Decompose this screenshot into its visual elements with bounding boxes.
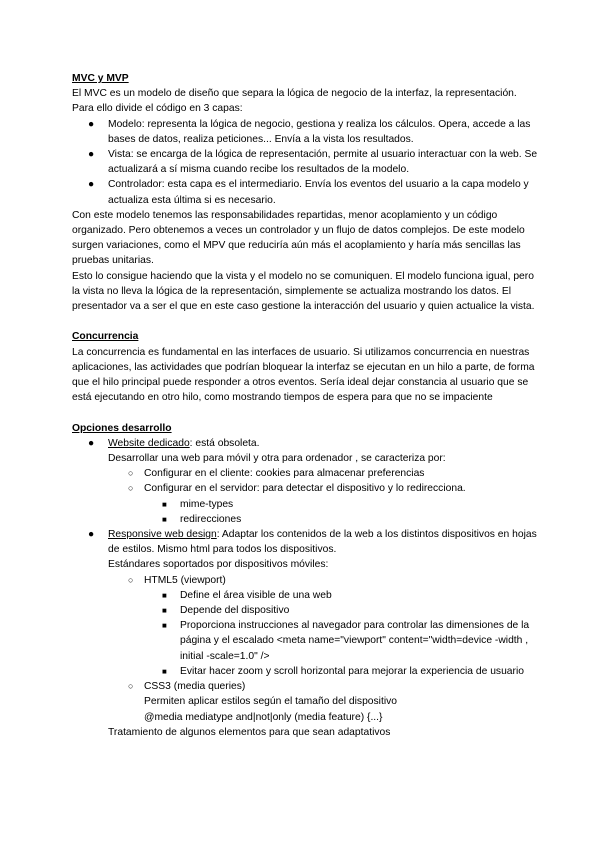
- list-item: ■ Proporciona instrucciones al navegador para controlar las dimensiones de la página y el escalado <meta name="viewport" content="width=device -width , initial -scale=1.0" />: [162, 620, 530, 662]
- css3-line-2: @media mediatype and|not|only (media feature) {...}: [144, 711, 383, 723]
- section-title-opciones: Opciones desarrollo: [72, 422, 172, 434]
- square-bullet-icon: ■: [162, 514, 167, 524]
- dedicado-description: Desarrollar una web para móvil y otra para ordenador , se caracteriza por:: [108, 453, 446, 465]
- css3-line-1: Permiten aplicar estilos según el tamaño del dispositivo: [144, 696, 397, 708]
- list-item: ■ mime-types: [144, 497, 540, 512]
- square-bullet-icon: ■: [162, 606, 167, 616]
- section-title-mvc: MVC y MVP: [72, 73, 129, 84]
- term-responsive-web-design: Responsive web design: [108, 529, 217, 541]
- mvc-intro: El MVC es un modelo de diseño que separa la lógica de negocio de la interfaz, la representación. Para ello divide el código en 3 capas:: [72, 88, 517, 115]
- bullet-icon: ●: [88, 529, 95, 541]
- mvc-layers-list: [72, 117, 540, 208]
- square-bullet-icon: ■: [162, 621, 167, 631]
- list-item: ● Vista: se encarga de la lógica de representación, permite al usuario interactuar con la web. Se actualizará a sí misma cuando recibe los resultados de la modelo.: [88, 149, 538, 176]
- square-bullet-icon: ■: [162, 499, 167, 509]
- square-bullet-icon: ■: [162, 666, 167, 676]
- list-item: ○ Configurar en el servidor: para detectar el dispositivo y lo redirecciona. ■ mime-types ■ redirecciones: [108, 481, 540, 527]
- list-item: ○ CSS3 (media queries) Permiten aplicar estilos según el tamaño del dispositivo @media mediatype and|not|only (media feature) {...}: [108, 679, 540, 725]
- list-item: ● Modelo: representa la lógica de negocio, gestiona y realiza los cálculos. Opera, accede a las bases de datos, realiza peticiones... Envía a la vista los resultados.: [88, 118, 531, 145]
- circle-bullet-icon: ○: [128, 574, 134, 585]
- list-item: ■ Depende del dispositivo: [144, 603, 540, 618]
- estandares-sublist: [108, 573, 540, 725]
- dedicado-sublist: [108, 466, 540, 527]
- list-item: ■ redirecciones: [144, 512, 540, 527]
- bullet-icon: ●: [88, 118, 95, 130]
- term-website-dedicado: Website dedicado: [108, 437, 190, 449]
- mvc-paragraph-2: Esto lo consigue haciendo que la vista y el modelo no se comuniquen. El modelo funciona igual, pero la vista no lleva la lógica de la representación, simplemente se actualiza mostrando los datos. El presentador va a ser el que en este caso gestione la interacción del usuario y quien actualice la vista.: [72, 270, 535, 313]
- list-item: ■ Evitar hacer zoom y scroll horizontal para mejorar la experiencia de usuario: [144, 664, 540, 679]
- circle-bullet-icon: ○: [128, 483, 134, 494]
- list-item: ● Controlador: esta capa es el intermediario. Envía los eventos del usuario a la capa modelo y actualiza esta última si es necesario.: [88, 179, 529, 206]
- concurrencia-text: La concurrencia es fundamental en las interfaces de usuario. Si utilizamos concurrencia en nuestras aplicaciones, las actividades que podrían bloquear la interfaz se ejecutan en un hilo a parte, de forma que el hilo principal puede responder a otros eventos. Sería ideal dejar constancia al usuario que se está ejecutando en otro hilo, como mostrando tiempos de espera para que no se impaciente: [72, 346, 535, 404]
- tratamiento-line: Tratamiento de algunos elementos para que sean adaptativos: [108, 726, 391, 738]
- opciones-list: [72, 436, 540, 740]
- circle-bullet-icon: ○: [128, 681, 134, 692]
- circle-bullet-icon: ○: [128, 468, 134, 479]
- bullet-icon: ●: [88, 437, 95, 449]
- list-item: ○ Configurar en el cliente: cookies para almacenar preferencias: [108, 466, 540, 481]
- list-item: ■ Define el área visible de una web: [144, 588, 540, 603]
- list-item-website-dedicado: ● Website dedicado: está obsoleta. Desarrollar una web para móvil y otra para ordenador , se caracteriza por: ○ Configurar en el cliente: cookies para almacenar preferencias ○ Configurar en el servidor: para detectar el dispositivo y lo redirecciona. ■ mime-types ■ redirecciones: [72, 436, 540, 527]
- bullet-icon: ●: [88, 179, 95, 191]
- mvc-paragraph-1: Con este modelo tenemos las responsabilidades repartidas, menor acoplamiento y un código organizado. Pero obtenemos a veces un controlador y un flujo de datos complejos. De este modelo surgen variaciones, como el MPV que reduciría aún más el acoplamiento y haría más sencillas las pruebas unitarias.: [72, 209, 525, 267]
- section-title-concurrencia: Concurrencia: [72, 331, 139, 343]
- bullet-icon: ●: [88, 149, 95, 161]
- html5-sublist: [144, 588, 540, 679]
- estandares-label: Estándares soportados por dispositivos móviles:: [108, 559, 329, 571]
- list-item-responsive: ● Responsive web design: Adaptar los contenidos de la web a los distintos dispositivos en hojas de estilos. Mismo html para todos los dispositivos. Estándares soportados por dispositivos móviles: ○ HTML5 (viewport) ■ Define el área visible de una web ■ Depende del dispositivo ■ Proporciona instrucciones al navegador para controlar las dimensiones de la página y el escalado <meta name="viewport" content="width=device -width , initial -scale=1.0" /> ■ Evitar hacer zoom y scroll horizontal para mejorar la experiencia de usuario ○ CSS3 (media queries) Permiten aplicar estilos según el tamaño del dispositivo @media mediatype and|not|only (media feature) {...} Tratamiento de algunos elementos para que sean adaptativos: [72, 527, 540, 740]
- servidor-sublist: [144, 497, 540, 527]
- list-item: ○ HTML5 (viewport) ■ Define el área visible de una web ■ Depende del dispositivo ■ Proporciona instrucciones al navegador para controlar las dimensiones de la página y el escalado <meta name="viewport" content="width=device -width , initial -scale=1.0" /> ■ Evitar hacer zoom y scroll horizontal para mejorar la experiencia de usuario: [108, 573, 540, 679]
- square-bullet-icon: ■: [162, 590, 167, 600]
